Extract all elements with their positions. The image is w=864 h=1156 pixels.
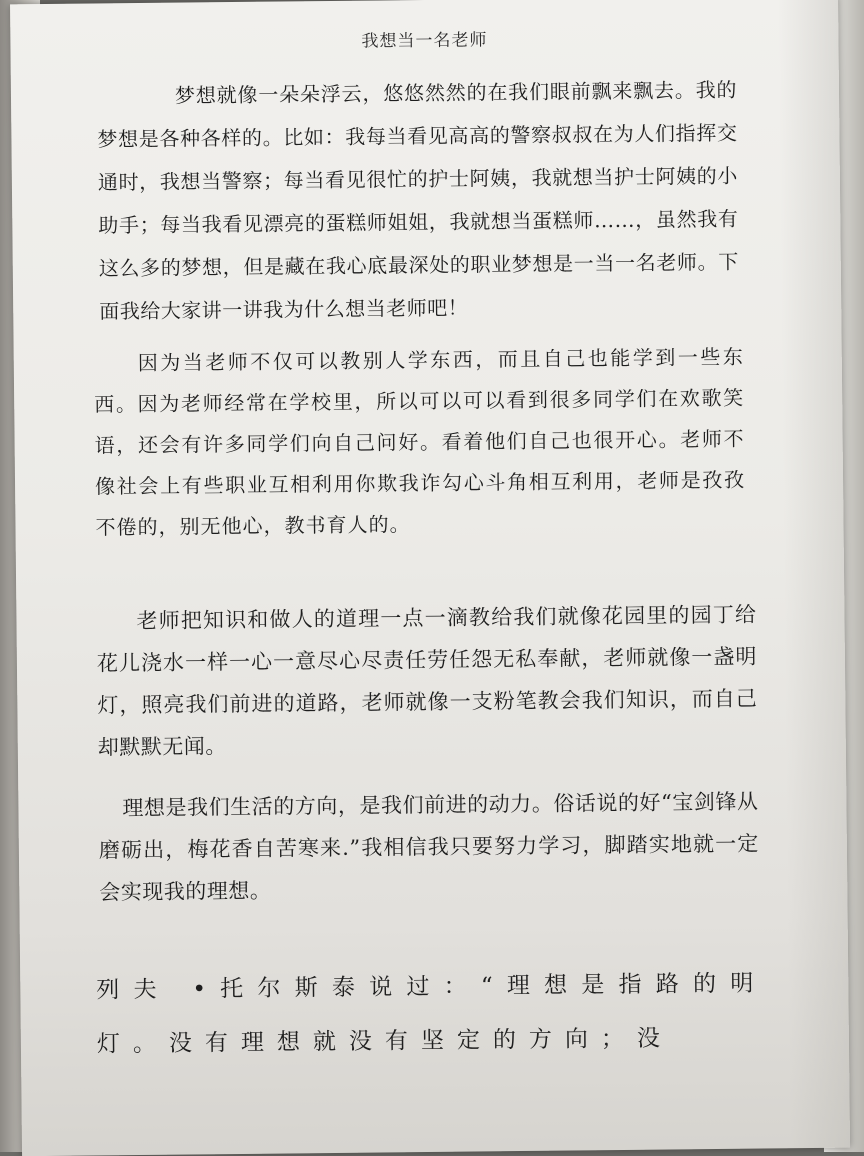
paragraph-1: 梦想就像一朵朵浮云，悠悠然然的在我们眼前飘来飘去。我的梦想是各种各样的。比如：我每当看见高高的警察叔叔在为人们指挥交通时，我想当警察；每当看见很忙的护士阿姨，我就想当护士阿姨的小助手；每当我看见漂亮的蛋糕师姐姐，我就想当蛋糕师……，虽然我有这么多的梦想，但是藏在我心底最深处的职业梦想是一当一名老师。下面我给大家讲一讲我为什么想当老师吧！ xyxy=(97,77,739,324)
essay-title: 我想当一名老师 xyxy=(361,30,488,52)
paragraph-4: 理想是我们生活的方向，是我们前进的动力。俗话说的好“宝剑锋从磨砺出，梅花香自苦寒来.”我相信我只要努力学习，脚踏实地就一定会实现我的理想。 xyxy=(98,789,759,905)
paragraph-3: 老师把知识和做人的道理一点一滴教给我们就像花园里的园丁给花儿浇水一样一心一意尽心尽责任劳任怨无私奉献，老师就像一盏明灯，照亮我们前进的道路，老师就像一支粉笔教会我们知识，而自己却默默无闻。 xyxy=(96,602,758,760)
paragraph-5: 列夫 •托尔斯泰说过：“理想是指路的明灯。没有理想就没有坚定的方向；没 xyxy=(96,970,767,1058)
paper-sheet xyxy=(10,0,850,1156)
paragraph-2: 因为当老师不仅可以教别人学东西，而且自己也能学到一些东西。因为老师经常在学校里，所以可以可以看到很多同学们在欢歌笑语，还会有许多同学们向自己问好。看着他们自己也很开心。老师不像社会上有些职业互相利用你欺我诈勾心斗角相互利用，老师是孜孜不倦的，别无他心，教书育人的。 xyxy=(94,344,746,540)
